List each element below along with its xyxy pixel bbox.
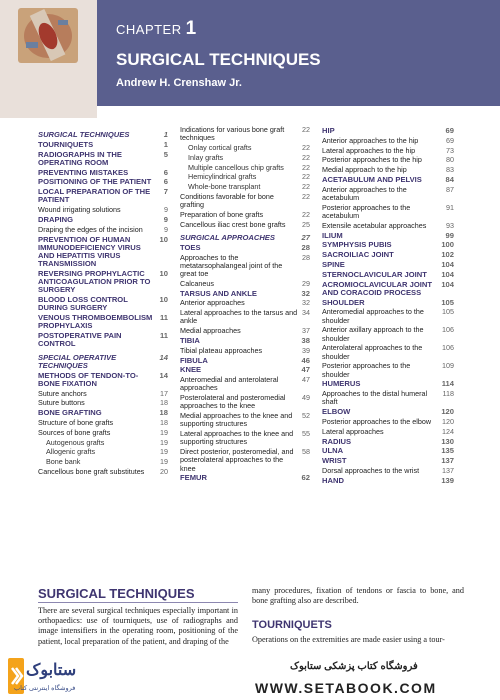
toc-entry [180, 474, 310, 482]
body-paragraph-right: many procedures, fixation of tendons or fascia to bone, and bone grafting also are described. [252, 586, 464, 606]
toc-entry-title: Indications for various bone graft techniques [180, 125, 285, 143]
toc-entry-title: PREVENTING MISTAKES [38, 167, 129, 177]
toc-entry-page: 10 [159, 234, 168, 244]
toc-entry-page: 22 [302, 191, 310, 201]
toc-column-2 [180, 126, 310, 484]
toc-entry-title: Suture buttons [38, 398, 85, 408]
toc-entry [180, 448, 310, 473]
toc-entry-page: 14 [159, 352, 168, 362]
toc-entry-page: 9 [164, 205, 168, 215]
toc-entry-page: 69 [446, 135, 454, 145]
toc-entry-page: 93 [446, 220, 454, 230]
toc-entry-title: SPINE [322, 259, 345, 269]
toc-entry-title: Structure of bone grafts [38, 417, 114, 427]
toc-entry-title: SPECIAL OPERATIVE TECHNIQUES [38, 352, 117, 370]
toc-entry-title: ULNA [322, 446, 344, 456]
toc-entry [38, 409, 168, 417]
toc-entry-page: 17 [160, 388, 168, 398]
toc-entry [180, 327, 310, 335]
toc-entry-page: 1 [163, 130, 168, 139]
toc-entry-title: Posterior approaches to the hip [322, 155, 422, 165]
toc-entry-page: 46 [301, 355, 310, 365]
toc-entry-page: 19 [160, 437, 168, 447]
toc-entry-page: 100 [441, 240, 454, 250]
toc-entry [180, 290, 310, 298]
toc-entry-page: 139 [441, 475, 454, 485]
toc-entry [322, 326, 454, 342]
toc-entry-page: 32 [302, 298, 310, 308]
toc-entry-page: 22 [302, 125, 310, 134]
toc-entry [38, 448, 168, 456]
toc-entry [180, 280, 310, 288]
toc-entry-title: Anterior axillary approach to the shoulder [322, 325, 424, 343]
toc-entry-title: Preparation of bone grafts [180, 209, 264, 219]
toc-entry-title: Lateral approaches [322, 426, 384, 436]
toc-entry [180, 144, 310, 152]
toc-entry [38, 332, 168, 348]
toc-entry-page: 34 [302, 308, 310, 318]
toc-entry-title: BONE GRAFTING [38, 408, 102, 418]
toc-entry-page: 49 [302, 393, 310, 403]
toc-entry [38, 131, 168, 139]
chapter-number: 1 [185, 18, 197, 39]
toc-entry [322, 204, 454, 220]
toc-entry [38, 354, 168, 370]
toc-entry-page: 19 [160, 447, 168, 457]
toc-entry-page: 114 [441, 379, 454, 389]
toc-entry-title: Autogenous grafts [46, 437, 105, 447]
toc-entry [180, 221, 310, 229]
toc-entry-page: 104 [441, 269, 454, 279]
toc-entry-title: SHOULDER [322, 297, 365, 307]
toc-entry-title: REVERSING PROPHYLACTIC ANTICOAGULATION PRIOR TO SURGERY [38, 268, 151, 295]
toc-entry [322, 418, 454, 426]
toc-entry-title: Approaches to the distal humeral shaft [322, 389, 428, 407]
toc-entry [38, 296, 168, 312]
toc-entry [322, 362, 454, 378]
toc-entry [180, 126, 310, 142]
toc-entry [38, 169, 168, 177]
toc-entry [322, 457, 454, 465]
toc-entry [322, 447, 454, 455]
toc-entry-title: Approaches to the metatarsophalangeal joint of the great toe [180, 252, 283, 278]
toc-entry-title: KNEE [180, 365, 202, 375]
toc-entry [322, 222, 454, 230]
toc-entry [322, 344, 454, 360]
toc-entry-page: 73 [446, 145, 454, 155]
toc-entry-title: Suture anchors [38, 388, 87, 398]
toc-entry-page: 20 [160, 466, 168, 476]
toc-entry [322, 438, 454, 446]
toc-entry [38, 372, 168, 388]
toc-entry [180, 394, 310, 410]
toc-entry [180, 164, 310, 172]
toc-entry-title: Allogenic grafts [46, 447, 96, 457]
toc-entry-title: TOES [180, 242, 201, 252]
toc-entry-title: Anterior approaches to the hip [322, 135, 419, 145]
chapter-label [116, 18, 197, 40]
toc-entry [322, 137, 454, 145]
toc-entry-page: 83 [446, 165, 454, 175]
toc-entry [38, 188, 168, 204]
toc-entry-page: 9 [164, 224, 168, 234]
toc-entry [38, 419, 168, 427]
toc-entry-title: Posterior approaches to the shoulder [322, 361, 411, 379]
toc-entry-title: BLOOD LOSS CONTROL DURING SURGERY [38, 295, 128, 313]
toc-entry-title: ACROMIOCLAVICULAR JOINT AND CORACOID PROCESS [322, 279, 432, 297]
toc-entry-page: 105 [442, 307, 454, 317]
section-rule [38, 602, 238, 603]
toc-entry-page: 10 [159, 268, 168, 278]
toc-entry [322, 232, 454, 240]
toc-entry-page: 28 [301, 242, 310, 252]
toc-entry-page: 9 [163, 214, 168, 224]
toc-entry [322, 261, 454, 269]
toc-entry [180, 357, 310, 365]
toc-entry-title: FIBULA [180, 355, 208, 365]
toc-entry-page: 47 [302, 375, 310, 385]
toc-entry-page: 6 [163, 177, 168, 187]
toc-entry-title: Lateral approaches to the hip [322, 145, 416, 155]
toc-entry-title: HAND [322, 475, 344, 485]
toc-entry-title: FEMUR [180, 473, 207, 483]
toc-entry [322, 281, 454, 297]
toc-entry-title: Multiple cancellous chip grafts [188, 162, 284, 172]
toc-entry-title: Draping the edges of the incision [38, 224, 143, 234]
toc-entry-page: 55 [302, 429, 310, 439]
toc-entry [180, 337, 310, 345]
toc-entry [180, 234, 310, 242]
toc-column-1 [38, 126, 168, 478]
toc-entry-page: 25 [302, 219, 310, 229]
toc-column-3 [322, 126, 454, 487]
toc-entry-title: SYMPHYSIS PUBIS [322, 240, 392, 250]
toc-entry-page: 84 [445, 174, 454, 184]
toc-entry-title: RADIUS [322, 436, 352, 446]
toc-entry-page: 80 [446, 155, 454, 165]
toc-entry-page: 19 [160, 457, 168, 467]
toc-entry [322, 271, 454, 279]
toc-entry [180, 154, 310, 162]
toc-entry-title: ELBOW [322, 407, 351, 417]
surgical-photo [18, 8, 78, 63]
toc-entry-title: Conditions favorable for bone grafting [180, 191, 274, 210]
toc-entry [322, 186, 454, 202]
toc-entry [322, 166, 454, 174]
toc-entry [180, 254, 310, 279]
toc-entry [38, 458, 168, 466]
toc-entry-page: 22 [302, 143, 310, 152]
toc-entry-page: 69 [445, 126, 454, 135]
toc-entry [180, 193, 310, 209]
section-title: SURGICAL TECHNIQUES [38, 586, 195, 601]
toc-entry [38, 178, 168, 186]
toc-entry-title: Cancellous iliac crest bone grafts [180, 219, 286, 229]
toc-entry [38, 270, 168, 295]
store-name: فروشگاه کتاب پزشکی ستابوک [290, 661, 418, 672]
toc-entry-title: Medial approaches to the knee and supporting structures [180, 411, 293, 429]
toc-entry-title: Posterior approaches to the elbow [322, 416, 432, 426]
toc-entry-title: Posterior approaches to the acetabulum [322, 202, 411, 220]
toc-entry-page: 19 [160, 427, 168, 437]
toc-entry-title: Hemicylindrical grafts [188, 172, 257, 182]
toc-entry [322, 156, 454, 164]
toc-entry [180, 430, 310, 446]
toc-entry-page: 10 [159, 295, 168, 305]
toc-entry-page: 135 [441, 446, 454, 456]
toc-entry-page: 109 [442, 361, 454, 371]
toc-entry [38, 314, 168, 330]
chapter-title: SURGICAL TECHNIQUES [116, 50, 321, 69]
toc-entry-page: 124 [442, 426, 454, 436]
toc-entry-title: Inlay grafts [188, 152, 224, 162]
toc-entry-title: METHODS OF TENDON-TO-BONE FIXATION [38, 370, 139, 388]
toc-entry-page: 137 [442, 465, 454, 475]
toc-entry-page: 1 [163, 139, 168, 149]
toc-entry-title: Wound irrigating solutions [38, 205, 121, 215]
toc-entry [180, 366, 310, 374]
toc-entry-title: TOURNIQUETS [38, 139, 94, 149]
toc-entry [180, 299, 310, 307]
toc-entry-page: 118 [442, 389, 454, 399]
toc-entry-title: SURGICAL TECHNIQUES [38, 130, 130, 139]
toc-entry-page: 6 [163, 167, 168, 177]
toc-entry-page: 99 [445, 230, 454, 240]
toc-entry [322, 251, 454, 259]
toc-entry-title: Bone bank [46, 457, 81, 467]
toc-entry [38, 399, 168, 407]
toc-entry-title: POSTOPERATIVE PAIN CONTROL [38, 331, 122, 349]
toc-entry-title: SURGICAL APPROACHES [180, 232, 275, 242]
toc-entry-page: 32 [301, 288, 310, 298]
toc-entry [38, 236, 168, 269]
toc-entry-page: 11 [159, 331, 168, 341]
toc-entry-title: Anterior approaches [180, 298, 245, 308]
toc-entry-title: ACETABULUM AND PELVIS [322, 174, 422, 184]
toc-entry-title: ILIUM [322, 230, 343, 240]
toc-entry-page: 22 [302, 182, 310, 192]
toc-entry-page: 120 [442, 416, 454, 426]
toc-entry-title: Calcaneus [180, 278, 214, 288]
toc-entry-title: Cancellous bone graft substitutes [38, 466, 145, 476]
toc-entry [38, 151, 168, 167]
toc-entry [322, 467, 454, 475]
toc-entry-title: VENOUS THROMBOEMBOLISM PROPHYLAXIS [38, 313, 153, 331]
toc-entry-page: 37 [302, 326, 310, 336]
toc-entry-page: 18 [159, 408, 168, 418]
toc-entry-title: Anterolateral approaches to the shoulder [322, 343, 423, 361]
toc-entry [38, 439, 168, 447]
toc-entry-page: 106 [442, 325, 454, 335]
toc-entry [322, 390, 454, 406]
toc-entry [38, 141, 168, 149]
toc-entry-page: 104 [441, 259, 454, 269]
toc-entry [180, 211, 310, 219]
toc-entry-page: 28 [302, 252, 310, 262]
toc-entry [322, 477, 454, 485]
toc-entry-page: 52 [302, 411, 310, 421]
toc-entry-title: HUMERUS [322, 379, 361, 389]
toc-entry [38, 390, 168, 398]
toc-entry [180, 183, 310, 191]
toc-entry [180, 376, 310, 392]
toc-entry-title: WRIST [322, 456, 347, 466]
toc-entry-title: Medial approaches [180, 326, 241, 336]
toc-entry [322, 241, 454, 249]
toc-entry-page: 11 [159, 313, 168, 323]
toc-entry-page: 27 [301, 232, 310, 242]
toc-entry-page: 22 [302, 172, 310, 182]
toc-entry [322, 127, 454, 135]
toc-entry-title: Posterolateral and posteromedial approaches to the knee [180, 393, 286, 411]
toc-entry-page: 102 [441, 250, 454, 260]
toc-entry-page: 39 [302, 345, 310, 355]
toc-entry [180, 347, 310, 355]
toc-entry-page: 38 [301, 335, 310, 345]
toc-entry [322, 308, 454, 324]
toc-entry-title: RADIOGRAPHS IN THE OPERATING ROOM [38, 149, 122, 167]
toc-entry-page: 91 [446, 202, 454, 212]
toc-entry [38, 206, 168, 214]
toc-entry-title: Lateral approaches to the knee and supporting structures [180, 429, 294, 447]
logo-text: ستابوک [26, 662, 77, 679]
toc-entry-page: 14 [159, 370, 168, 380]
toc-entry-page: 137 [441, 456, 454, 466]
toc-entry-page: 22 [302, 152, 310, 162]
toc-entry [322, 299, 454, 307]
toc-entry [180, 173, 310, 181]
toc-entry-title: DRAPING [38, 214, 74, 224]
toc-entry-title: Medial approach to the hip [322, 165, 407, 175]
toc-entry-page: 5 [163, 149, 168, 159]
toc-entry [322, 428, 454, 436]
chapter-word: CHAPTER [116, 22, 182, 37]
toc-entry-title: STERNOCLAVICULAR JOINT [322, 269, 427, 279]
toc-entry-title: POSITIONING OF THE PATIENT [38, 177, 152, 187]
toc-entry-page: 29 [302, 278, 310, 288]
toc-entry-title: TIBIA [180, 335, 200, 345]
toc-entry [180, 309, 310, 325]
toc-entry-title: Anteromedial approaches to the shoulder [322, 307, 424, 325]
toc-entry-title: Sources of bone grafts [38, 427, 111, 437]
toc-entry [180, 244, 310, 252]
toc-entry-page: 87 [446, 184, 454, 194]
toc-entry-page: 18 [160, 417, 168, 427]
store-url: WWW.SETABOOK.COM [255, 680, 437, 696]
body-paragraph-right-2: Operations on the extremities are made easier using a tour- [252, 635, 445, 644]
toc-entry-title: Lateral approaches to the tarsus and ankle [180, 308, 298, 326]
body-paragraph-left: There are several surgical techniques especially important in orthopaedics: use of tourniquets, use of radiographs and image intensifiers in the operating room, positioning of the patient, local preparation of the patient, and draping of the [38, 606, 238, 646]
toc-entry-title: Whole-bone transplant [188, 182, 261, 192]
toc-entry-title: Direct posterior, posteromedial, and posterolateral approaches to the knee [180, 447, 294, 473]
toc-entry-page: 47 [301, 365, 310, 375]
toc-entry-title: Extensile acetabular approaches [322, 220, 427, 230]
toc-entry-title: TARSUS AND ANKLE [180, 288, 257, 298]
toc-entry-page: 22 [302, 162, 310, 172]
tourniquets-title: TOURNIQUETS [252, 619, 332, 631]
toc-entry [322, 380, 454, 388]
toc-entry [38, 226, 168, 234]
toc-entry-page: 105 [441, 297, 454, 307]
toc-entry-page: 120 [441, 407, 454, 417]
toc-entry [38, 429, 168, 437]
toc-entry-page: 22 [302, 209, 310, 219]
toc-entry-title: PREVENTION OF HUMAN IMMUNODEFICIENCY VIRUS AND HEPATITIS VIRUS TRANSMISSION [38, 234, 141, 269]
toc-entry-page: 62 [301, 473, 310, 483]
toc-entry [180, 412, 310, 428]
toc-entry-title: SACROILIAC JOINT [322, 250, 394, 260]
logo-subtext: فروشگاه اینترنتی کتاب [14, 685, 76, 692]
toc-entry-page: 130 [441, 436, 454, 446]
toc-entry-page: 58 [302, 447, 310, 457]
toc-entry-title: Anteromedial and anterolateral approaches [180, 375, 279, 393]
toc-entry-title: HIP [322, 126, 335, 135]
toc-entry-page: 18 [160, 398, 168, 408]
toc-entry-title: Anterior approaches to the acetabulum [322, 184, 407, 202]
toc-entry-page: 104 [441, 279, 454, 289]
toc-entry-page: 106 [442, 343, 454, 353]
toc-entry-title: Tibial plateau approaches [180, 345, 263, 355]
toc-entry [38, 216, 168, 224]
toc-entry [322, 176, 454, 184]
toc-entry-title: Dorsal approaches to the wrist [322, 465, 420, 475]
chapter-author: Andrew H. Crenshaw Jr. [116, 77, 242, 89]
toc-entry-page: 7 [163, 187, 168, 197]
toc-entry-title: LOCAL PREPARATION OF THE PATIENT [38, 187, 151, 205]
toc-entry [322, 408, 454, 416]
toc-entry-title: Onlay cortical grafts [188, 143, 252, 152]
toc-entry [38, 468, 168, 476]
toc-entry [322, 147, 454, 155]
